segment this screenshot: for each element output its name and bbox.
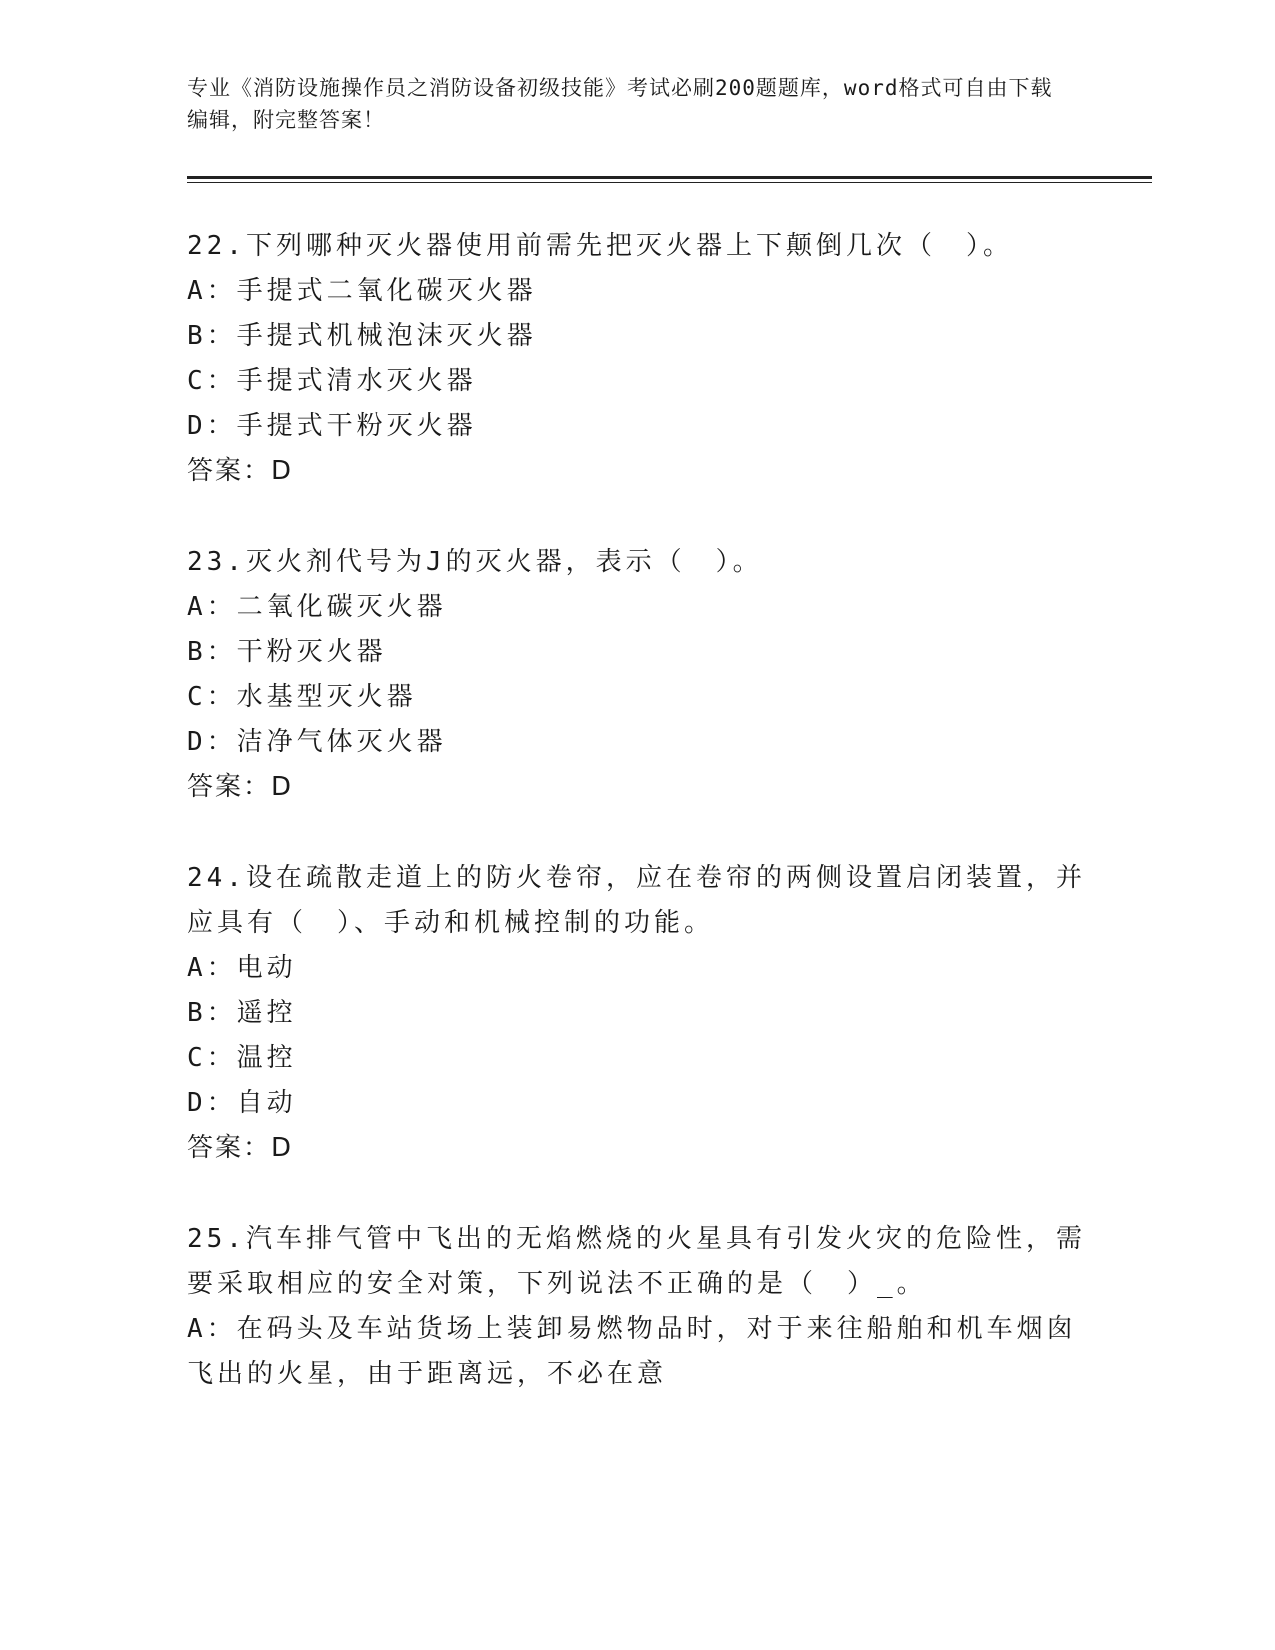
option-a: A：电动 bbox=[187, 953, 297, 983]
question-23 bbox=[187, 540, 1087, 810]
option-b: B：手提式机械泡沫灭火器 bbox=[187, 321, 537, 351]
question-25 bbox=[187, 1217, 1087, 1397]
document-header bbox=[187, 72, 1067, 136]
option-a: A：在码头及车站货场上装卸易燃物品时，对于来往船舶和机车烟囱飞出的火星，由于距离远，不必在意 bbox=[187, 1314, 1077, 1389]
header-title: 专业《消防设施操作员之消防设备初级技能》考试必刷200题题库，word格式可自由下载编辑，附完整答案！ bbox=[187, 76, 1053, 132]
option-b: B：遥控 bbox=[187, 998, 297, 1028]
option-d: D：自动 bbox=[187, 1088, 297, 1118]
question-stem: 23.灭火剂代号为J的灭火器，表示（ ）。 bbox=[187, 547, 763, 577]
option-a: A：手提式二氧化碳灭火器 bbox=[187, 276, 537, 306]
question-22 bbox=[187, 224, 1087, 494]
question-stem: 25.汽车排气管中飞出的无焰燃烧的火星具有引发火灾的危险性，需要采取相应的安全对策，下列说法不正确的是（ ）_。 bbox=[187, 1224, 1086, 1299]
header-divider-thin bbox=[187, 182, 1152, 183]
question-24 bbox=[187, 856, 1087, 1171]
answer: 答案：D bbox=[187, 772, 294, 802]
header-divider bbox=[187, 176, 1152, 179]
option-c: C：手提式清水灭火器 bbox=[187, 366, 477, 396]
question-stem: 22.下列哪种灭火器使用前需先把灭火器上下颠倒几次（ ）。 bbox=[187, 231, 1013, 261]
answer: 答案：D bbox=[187, 456, 294, 486]
answer: 答案：D bbox=[187, 1133, 294, 1163]
question-stem: 24.设在疏散走道上的防火卷帘，应在卷帘的两侧设置启闭装置，并应具有（ ）、手动和机械控制的功能。 bbox=[187, 863, 1086, 938]
option-d: D：手提式干粉灭火器 bbox=[187, 411, 477, 441]
option-b: B：干粉灭火器 bbox=[187, 637, 387, 667]
option-c: C：温控 bbox=[187, 1043, 297, 1073]
option-d: D：洁净气体灭火器 bbox=[187, 727, 447, 757]
option-a: A：二氧化碳灭火器 bbox=[187, 592, 447, 622]
option-c: C：水基型灭火器 bbox=[187, 682, 417, 712]
